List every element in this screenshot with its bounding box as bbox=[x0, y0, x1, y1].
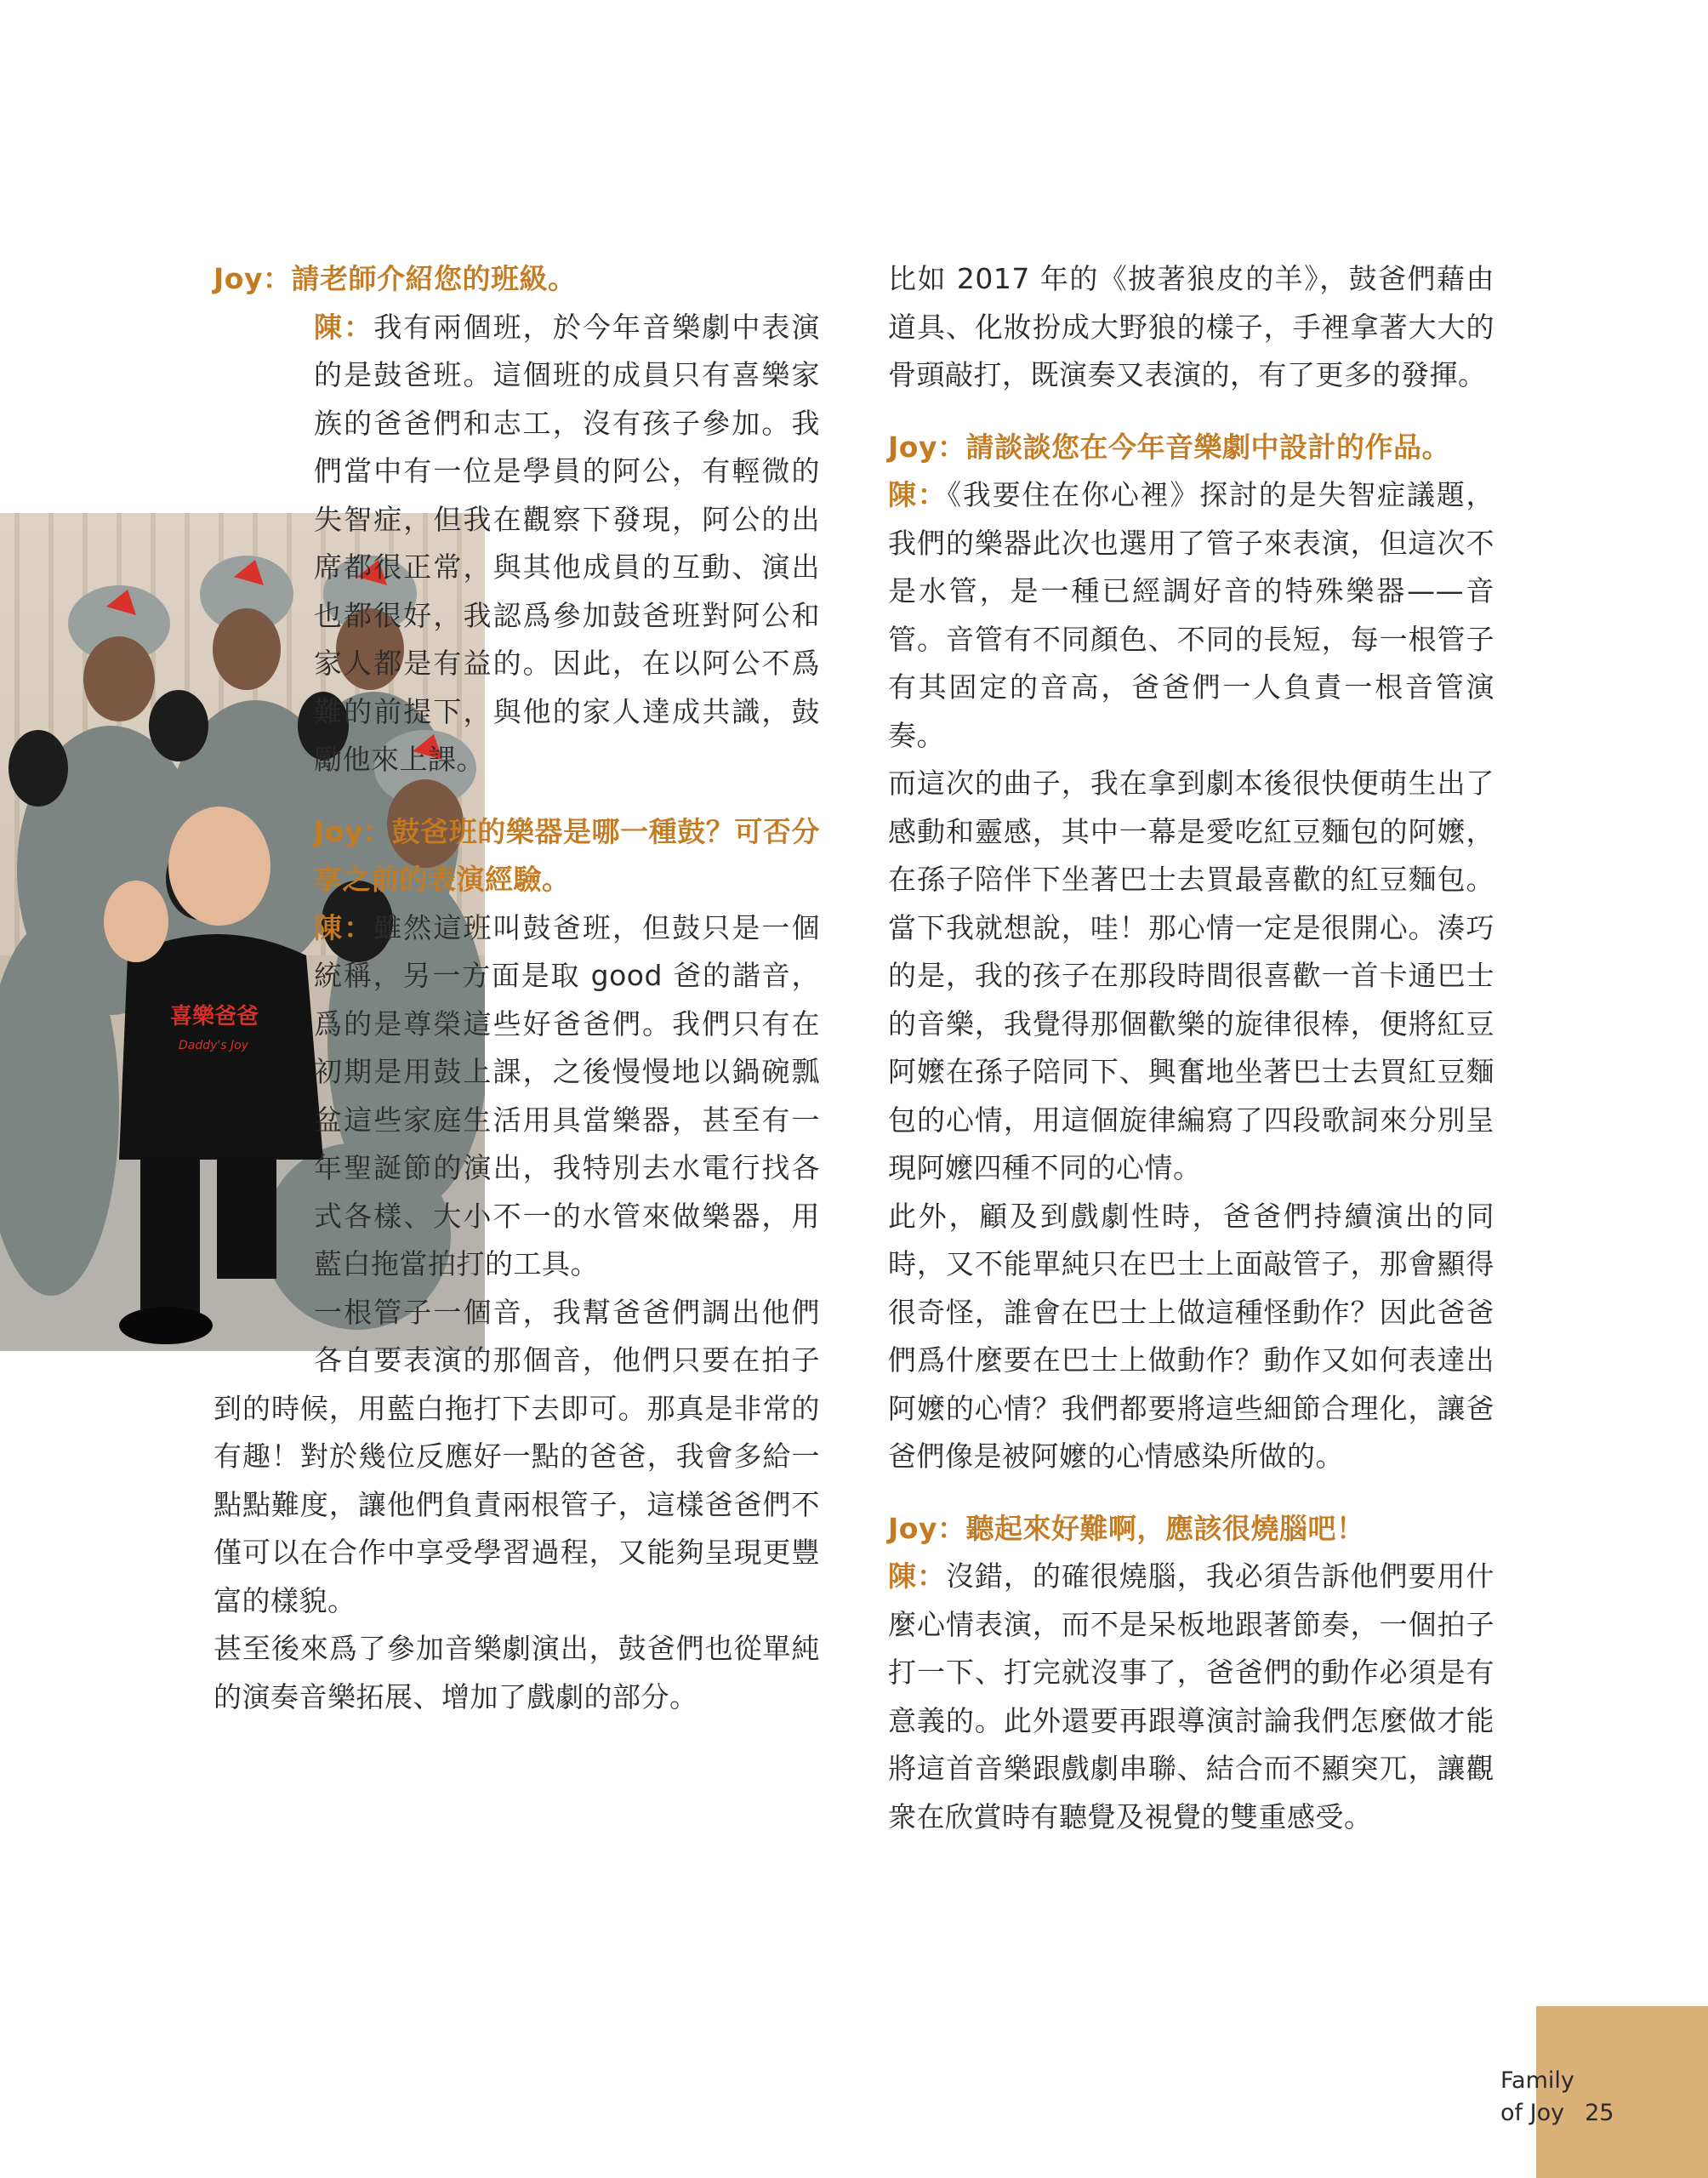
paragraph-4r: 而這次的曲子，我在拿到劇本後很快便萌生出了感動和靈感，其中一幕是愛吃紅豆麵包的阿嬤，在孫子陪伴下坐著巴士去買最喜歡的紅豆麵包。當下我就想說，哇！那心情一定是很開心。湊巧的是，我的孩子在那段時間很喜歡一首卡通巴士的音樂，我覺得那個歡樂的旋律很棒，便將紅豆阿嬤在孫子陪同下、興奮地坐著巴士去買紅豆麵包的心情，用這個旋律編寫了四段歌詞來分別呈現阿嬤四種不同的心情。 bbox=[888, 767, 1494, 1184]
answer-2-text: 雖然這班叫鼓爸班，但鼓只是一個統稱，另一方面是取 good 爸的諧音，爲的是尊榮這些好爸爸們。我們只有在初期是用鼓上課，之後慢慢地以鍋碗瓢盆這些家庭生活用具當樂器，甚至有一年聖誕節的演出，我特別去水電行找各式各樣、大小不一的水管來做樂器，用藍白拖當拍打的工具。 bbox=[314, 910, 820, 1280]
answer-3-text: 《我要住在你心裡》探討的是失智症議題，我們的樂器此次也選用了管子來表演，但這次不是水管，是一種已經調好音的特殊樂器——音管。音管有不同顏色、不同的長短，每一根管子有其固定的音高，爸爸們一人負責一根音管演奏。 bbox=[888, 478, 1495, 752]
paragraph-3: 一根管子一個音，我幫爸爸們調出他們各自要表演的那個音，他們只要在拍子到的時候，用藍白拖打下去即可。那真是非常的有趣！對於幾位反應好一點的爸爸，我會多給一點點難度，讓他們負責兩根管子，這樣爸爸們不僅可以在合作中享受學習過程，又能夠呈現更豐富的樣貌。 bbox=[214, 1295, 820, 1617]
answer-1-text: 我有兩個班，於今年音樂劇中表演的是鼓爸班。這個班的成員只有喜樂家族的爸爸們和志工，沒有孩子參加。我們當中有一位是學員的阿公，有輕微的失智症，但我在觀察下發現，阿公的出席都很正常，與其他成員的互動、演出也都很好，我認爲參加鼓爸班對阿公和家人都是有益的。因此，在以阿公不爲難的前提下，與他的家人達成共識，鼓勵他來上課。 bbox=[314, 310, 820, 776]
article-right-column bbox=[888, 255, 1494, 1841]
paragraph-4: 甚至後來爲了參加音樂劇演出，鼓爸們也從單純的演奏音樂拓展、增加了戲劇的部分。 bbox=[214, 1632, 820, 1713]
question-3: Joy：請談談您在今年音樂劇中設計的作品。 bbox=[888, 430, 1450, 464]
shirt-logo-sub: Daddy's Joy bbox=[179, 1039, 248, 1052]
speaker-label: 陳： bbox=[888, 478, 948, 511]
answer-4-text: 沒錯，的確很燒腦，我必須告訴他們要用什麼心情表演，而不是呆板地跟著節奏，一個拍子打一下、打完就沒事了，爸爸們的動作必須是有意義的。此外還要再跟導演討論我們怎麼做才能將這首音樂跟戲劇串聯、結合而不顯突兀，讓觀衆在欣賞時有聽覺及視覺的雙重感受。 bbox=[888, 1559, 1495, 1833]
shirt-logo: 喜樂爸爸 bbox=[170, 1004, 259, 1029]
page-number: 25 bbox=[1585, 2100, 1614, 2126]
question-1: Joy：請老師介紹您的班級。 bbox=[214, 262, 577, 295]
paragraph-0: 比如 2017 年的《披著狼皮的羊》，鼓爸們藉由道具、化妝扮成大野狼的樣子，手裡拿著大大的骨頭敲打，既演奏又表演的，有了更多的發揮。 bbox=[888, 262, 1494, 391]
paragraph-5r: 此外，顧及到戲劇性時，爸爸們持續演出的同時，又不能單純只在巴士上面敲管子，那會顯得很奇怪，誰會在巴士上做這種怪動作？因此爸爸們爲什麼要在巴士上做動作？動作又如何表達出阿嬤的心情？我們都要將這些細節合理化，讓爸爸們像是被阿嬤的心情感染所做的。 bbox=[888, 1199, 1494, 1473]
article-left-column bbox=[214, 255, 820, 1721]
footer-line-2: of Joy bbox=[1500, 2100, 1565, 2126]
speaker-label: 陳： bbox=[888, 1559, 946, 1593]
question-2: Joy：鼓爸班的樂器是哪一種鼓？可否分享之前的表演經驗。 bbox=[314, 814, 820, 896]
speaker-label: 陳： bbox=[314, 310, 374, 344]
footer-line-1: Family bbox=[1500, 2067, 1574, 2094]
photo-wrap-space bbox=[0, 547, 299, 1385]
answer-4 bbox=[888, 1553, 1494, 1841]
answer-1 bbox=[214, 304, 820, 784]
speaker-label: 陳： bbox=[314, 910, 374, 944]
answer-2 bbox=[214, 904, 820, 1289]
answer-3 bbox=[888, 471, 1494, 760]
footer-magazine-label bbox=[1500, 2065, 1614, 2130]
question-4: Joy：聽起來好難啊，應該很燒腦吧！ bbox=[888, 1511, 1365, 1545]
